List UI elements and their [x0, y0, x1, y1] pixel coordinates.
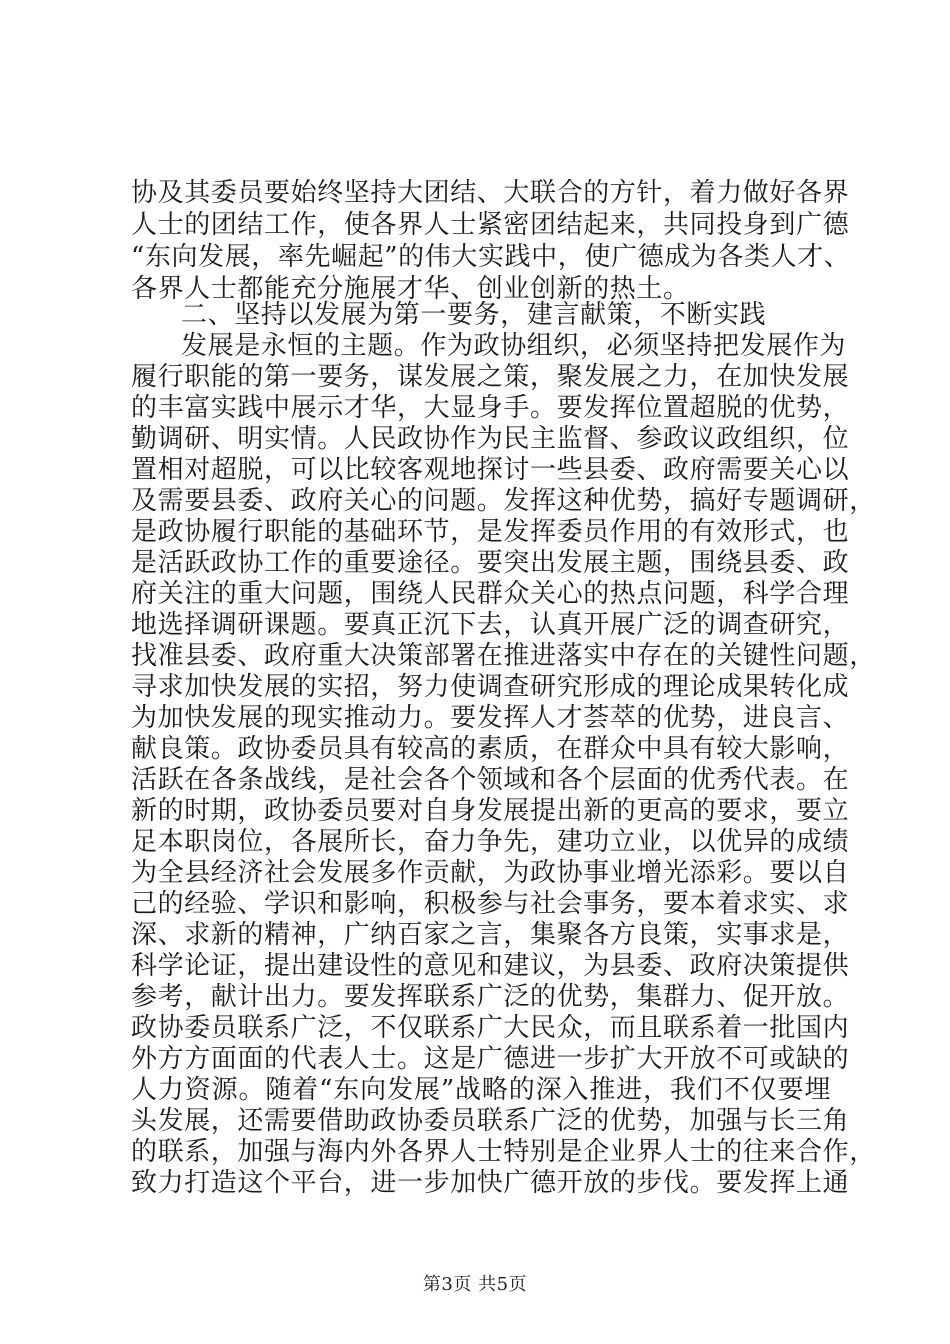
- text-line: 履行职能的第一要务，谋发展之策，聚发展之力，在加快发展: [131, 362, 850, 392]
- text-line: 府关注的重大问题，围绕人民群众关心的热点问题，科学合理: [131, 579, 850, 609]
- text-line: 勤调研、明实情。人民政协作为民主监督、参政议政组织，位: [131, 424, 850, 454]
- text-line: 外方方面面的代表人士。这是广德进一步扩大开放不可或缺的: [131, 1044, 850, 1074]
- text-line: 是活跃政协工作的重要途径。要突出发展主题，围绕县委、政: [131, 548, 850, 578]
- text-line: 新的时期，政协委员要对自身发展提出新的更高的要求，要立: [131, 796, 850, 826]
- text-line: 的联系，加强与海内外各界人士特别是企业界人士的往来合作，: [131, 1137, 876, 1167]
- text-line: 寻求加快发展的实招，努力使调查研究形成的理论成果转化成: [131, 672, 850, 702]
- section-heading: 二、坚持以发展为第一要务，建言献策，不断实践: [181, 300, 767, 330]
- text-line: 及需要县委、政府关心的问题。发挥这种优势，搞好专题调研，: [131, 486, 876, 516]
- text-line: 人力资源。随着“东向发展”战略的深入推进，我们不仅要埋: [131, 1075, 831, 1105]
- page-number-footer: 第3页 共5页: [422, 1274, 528, 1295]
- text-line: 致力打造这个平台，进一步加快广德开放的步伐。要发挥上通: [131, 1168, 850, 1198]
- text-line: “东向发展，率先崛起”的伟大实践中，使广德成为各类人才、: [131, 242, 851, 272]
- text-line: 政协委员联系广泛，不仅联系广大民众，而且联系着一批国内: [131, 1013, 850, 1043]
- text-line: 深、求新的精神，广纳百家之言，集聚各方良策，实事求是，: [131, 920, 850, 950]
- text-line: 各界人士都能充分施展才华、创业创新的热土。: [131, 274, 690, 304]
- text-line: 足本职岗位，各展所长，奋力争先，建功立业，以优异的成绩: [131, 827, 850, 857]
- text-line: 是政协履行职能的基础环节，是发挥委员作用的有效形式，也: [131, 517, 850, 547]
- text-line: 献良策。政协委员具有较高的素质，在群众中具有较大影响，: [131, 734, 850, 764]
- text-line: 置相对超脱，可以比较客观地探讨一些县委、政府需要关心以: [131, 455, 850, 485]
- text-line: 为全县经济社会发展多作贡献，为政协事业增光添彩。要以自: [131, 858, 850, 888]
- text-line: 参考，献计出力。要发挥联系广泛的优势，集群力、促开放。: [131, 982, 850, 1012]
- text-line: 协及其委员要始终坚持大团结、大联合的方针，着力做好各界: [131, 178, 850, 208]
- text-line: 找准县委、政府重大决策部署在推进落实中存在的关键性问题，: [131, 641, 876, 671]
- text-line: 头发展，还需要借助政协委员联系广泛的优势，加强与长三角: [131, 1106, 850, 1136]
- text-line: 活跃在各条战线，是社会各个领域和各个层面的优秀代表。在: [131, 765, 850, 795]
- text-line: 科学论证，提出建设性的意见和建议，为县委、政府决策提供: [131, 951, 850, 981]
- text-line: 的丰富实践中展示才华，大显身手。要发挥位置超脱的优势，: [131, 393, 850, 423]
- text-line: 发展是永恒的主题。作为政协组织，必须坚持把发展作为: [181, 331, 847, 361]
- text-line: 己的经验、学识和影响，积极参与社会事务，要本着求实、求: [131, 889, 850, 919]
- text-line: 人士的团结工作，使各界人士紧密团结起来，共同投身到广德: [131, 210, 850, 240]
- text-line: 地选择调研课题。要真正沉下去，认真开展广泛的调查研究，: [131, 610, 850, 640]
- text-line: 为加快发展的现实推动力。要发挥人才荟萃的优势，进良言、: [131, 703, 850, 733]
